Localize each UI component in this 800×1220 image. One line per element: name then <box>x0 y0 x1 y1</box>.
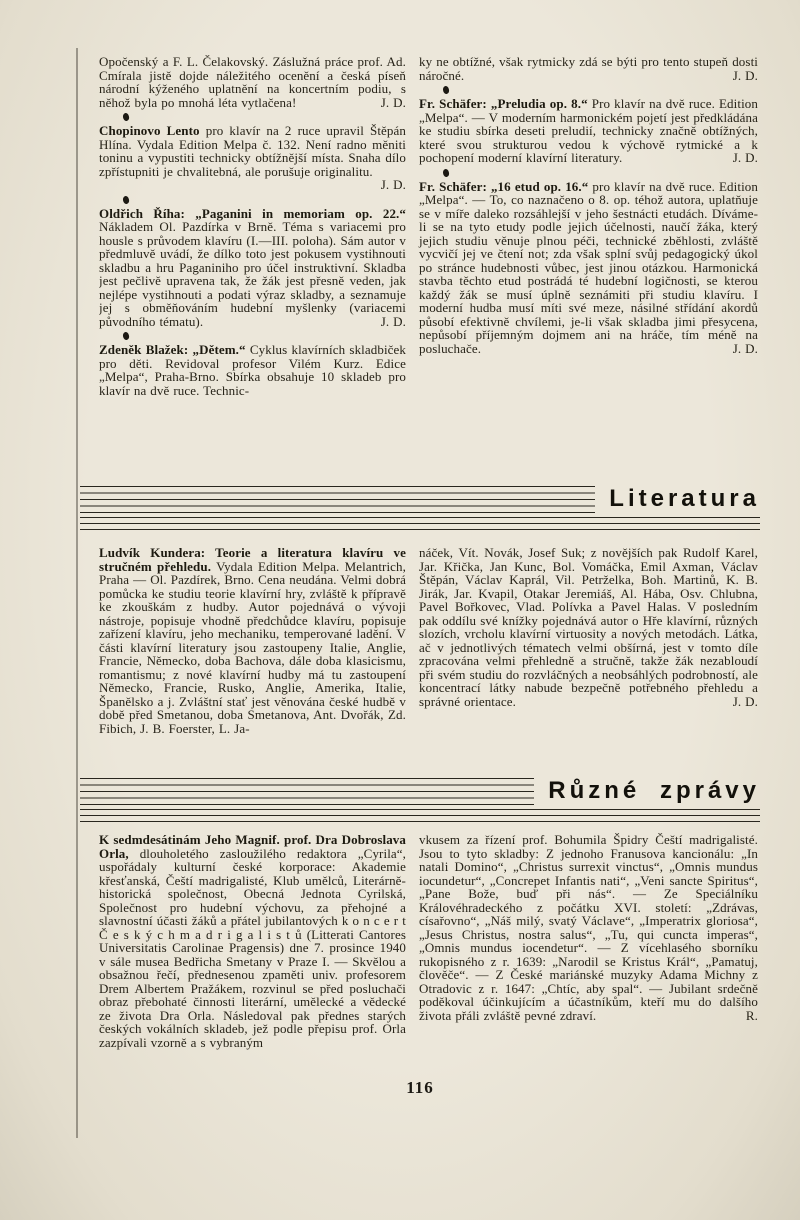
ruzne-zpravy-title: Různé zprávy <box>548 776 760 804</box>
section-literatura <box>99 546 758 772</box>
reviewer-initials: J. D. <box>380 313 406 329</box>
paragraph: Fr. Schäfer: „Preludia op. 8.“ Pro klavír na dvě ruce. Edition „Melpa“. — V moderním harmonickém pojetí jest předkládána ke studiu sbírka deseti preludií, technicky značně obtížných, které svou strukturou vedou k výchově rytmické a k pochopení moderní klavírní literatury. J. D. <box>419 96 758 165</box>
header-underlines <box>80 809 760 822</box>
column-gap <box>406 55 419 481</box>
page-number: 116 <box>406 1078 434 1097</box>
header-underlines <box>80 517 760 530</box>
paragraph-lead: Chopinovo Lento <box>99 123 200 138</box>
paragraph: Zdeněk Blažek: „Dětem.“ Cyklus klavírních skladbiček pro děti. Revidoval profesor Vilém Kurz. Edice „Melpa“, Praha-Brno. Sbírka obsahuje 10 skladeb pro klavír na dvě ruce. Technic- <box>99 342 406 398</box>
paragraph: vkusem za řízení prof. Bohumila Špidry Čeští madrigalisté. Jsou to tyto skladby: Z jednoho Franusova kancionálu: „In natali Domino“, „Christus surrexit vinctus“, „Omnis mundus iocundetur“, „Concrepet Infantis nati“, „Veni sancte Spiritus“, „Pane Bože, buď při nás“. — Ze Speciálníku Královéhradeckého z počátku XVI. století: „Zdrávas, císařovno“, „Náš milý, svatý Václave“, „Imperatrix gloriosa“, „Jesus Christus, nostra salus“, „Tu, qui cuncta imperas“, „Omnis mundus iocendetur“. — Z vícehlasého sborníku rukopisného z r. 1639: „Narodil se Kristus Král“, „Pamatuj, člověče“. — Z České mariánské muzyky Adama Michny z Otradovic z r. 1647: „Chtíc, aby spal“. — Jubilant srdečně poděkoval účinkujícím a účastníkům, kteří mu do dalšího života přáli zvláště pevné zdraví. R. <box>419 833 758 1023</box>
literatura-title: Literatura <box>609 484 760 512</box>
literatura-column-right <box>419 546 758 772</box>
paragraph-lead: Ludvík Kundera: Teorie a literatura klavíru ve stručném přehledu. <box>99 546 406 574</box>
paragraph: Oldřich Říha: „Paganini in memoriam op. 22.“ Nákladem Ol. Pazdírka v Brně. Téma s variacemi pro housle s průvodem klavíru (I.—III. poloha). Sám autor v předmluvě uvádí, že dílko toto jest pokusem vystihnouti skladbu a hru Paganiniho pro účel instruktivní. Skladba jest pečlivě upravena tak, že žák jest přesně veden, jak nejlépe vystihnouti a podati výraz skladby, a seznamuje jej s obměňováním hudební myšlenky (variacemi původního tématu). J. D. <box>99 205 406 329</box>
reviewer-initials: J. D. <box>732 150 758 165</box>
header-rule-lines <box>80 486 595 513</box>
bullet-separator-icon <box>122 112 130 121</box>
bullet-separator-icon <box>442 85 450 94</box>
reviewer-initials: J. D. <box>732 340 758 356</box>
paragraph: ky ne obtížné, však rytmicky zdá se býti pro tento stupeň dosti náročné. J. D. <box>419 55 758 83</box>
section-ruzne-zpravy <box>99 833 758 1077</box>
column-gap <box>406 546 419 772</box>
paragraph-lead: Fr. Schäfer: „Preludia op. 8.“ <box>419 96 588 111</box>
paragraph: K sedmdesátinám Jeho Magnif. prof. Dra Dobroslava Orla, dlouholetého zasloužilého redaktora „Cyrila“, uspořádaly kulturní české korporace: Akademie křesťanská, Čeští madrigalisté, Klub umělců, Literárně-historická společnost, Obecná Jednota Cyrilská, Společnost pro hudební výchovu, za přehojné a slavnostní účasti žáků a přátel jubilantových k o n c e r t Č e s k ý c h m a d r i g a l i s t ů (Litterati Cantores Universitatis Carolinae Pragensis) dne 7. prosince 1940 v sále musea Bedřicha Smetany v Praze I. — Skvělou a obsažnou řečí, přednesenou zpaměti univ. profesorem Drem Albertem Pražákem, rozvinul se před posluchači obraz přebohaté činnosti literární, umělecké a vědecké ze života Dra Orla. Následoval pak přednes starých českých vokálních skladeb, jež podle přepisu prof. Orla zazpívali vzorně a s vybraným <box>99 833 406 1050</box>
reviewer-initials: J. D. <box>380 177 406 192</box>
section-header-ruzne-zpravy <box>80 776 760 827</box>
ruzne-zpravy-column-right <box>419 833 758 1077</box>
paragraph: náček, Vít. Novák, Josef Suk; z novějších pak Rudolf Karel, Jar. Křička, Jan Kunc, Bol. Vomáčka, Emil Axman, Václav Štěpán, Václav Kaprál, Vil. Petrželka, Boh. Martinů, K. B. Jirák, Jar. Kvapil, Otakar Jeremiáš, Al. Hába, Osv. Chlubna, Pavel Bořkovec, Vlad. Polívka a Pavel Halas. V posledním pak oddílu své knížky pojednává autor o Hře klavírní, různých slozích, vrcholu klavírní virtuosity a nových metodách. Látka, ač v jednotlivých tématech velmi obšírná, jest v tomto díle zpracována velmi přehledně a stručně, takže žák nezabloudí při svém studiu do rozvláčných a neobsáhlých podrobností, ale koncentrací látky nabude bezpečně potřebného přehledu a správné orientace. J. D. <box>419 546 758 709</box>
paragraph-lead: Zdeněk Blažek: „Dětem.“ <box>99 342 246 357</box>
reviewer-initials: J. D. <box>732 67 758 83</box>
header-rule-lines <box>80 778 534 805</box>
paragraph-lead: K sedmdesátinám Jeho Magnif. prof. Dra Dobroslava Orla, <box>99 833 406 861</box>
section-header-literatura <box>80 484 760 535</box>
reviews-column-left <box>99 55 406 481</box>
paragraph: Chopinovo Lento pro klavír na 2 ruce upravil Štěpán Hlína. Vydala Edition Melpa č. 132. Není radno měniti toninu a vypustiti technicky obtížnější místa. Snaha dílo zpřístupniti je chvalitebná, ale porušuje originalitu. J. D. <box>99 123 406 192</box>
literatura-column-left <box>99 546 406 772</box>
section-reviews-continued <box>99 55 758 481</box>
reviews-column-right <box>419 55 758 481</box>
paragraph: Opočenský a F. L. Čelakovský. Záslužná práce prof. Ad. Cmírala jistě dojde náležitého ocenění a česká píseň národní kýženého uplatnění na koncertním podiu, s něhož byla po mnohá léta vytlačena! J. D. <box>99 55 406 110</box>
paragraph: Ludvík Kundera: Teorie a literatura klavíru ve stručném přehledu. Vydala Edition Melpa. Melantrich, Praha — Ol. Pazdírek, Brno. Cena neudána. Velmi dobrá pomůcka ke studiu teorie klavírní hry, zvláště k přípravě ke zkouškám z hudby. Autor pojednává o vývoji nástroje, popisuje vhodně předchůdce klavíru, popisuje zařízení klavíru, jeho mechaniku, temperované ladění. V části klavírní literatury jsou zastoupeny Italie, Anglie, Francie, Německo, doba Bachova, dále doba klasicismu, romantismu; z nové klavírní hudby má tu zastoupení Německo, Francie, Rusko, Anglie, Amerika, Italie, Španělsko a j. Zvláštní stať jest věnována české hudbě v době před Smetanou, doba Smetanova, Ant. Dvořák, Zd. Fibich, J. B. Foerster, L. Ja- <box>99 546 406 736</box>
paragraph-lead: Oldřich Říha: „Paganini in memoriam op. 22.“ <box>99 205 406 221</box>
paragraph: Fr. Schäfer: „16 etud op. 16.“ pro klavír na dvě ruce. Edition „Melpa“. — To, co naznačeno o 8. op. téhož autora, uplatňuje se v míře daleko rozsáhlejší v jeho šestnácti etudách. Díváme-li se na tyto etudy podle jejich účelnosti, naučí žáka, který jejich studiu věnuje plnou péči, technické zběhlosti, zvláště vycvičí jej ve čtení not; zda však splní svůj pedagogický úkol po stránce hudebnosti vůbec, jest jinou otázkou. Harmonická stavba těchto etud postrádá té hudební logičnosti, se kterou každý žák se musí úplně seznámiti při studiu klavíru. I moderní hudba musí míti své meze, násilné střídání akordů působí efektivně chvílemi, je-li však skladba jimi přesycena, nepůsobí příjemným dojmem ani na hráče, tím méně na posluchače. J. D. <box>419 178 758 356</box>
bullet-separator-icon <box>442 168 450 177</box>
left-margin-rule <box>76 48 78 1138</box>
reviewer-initials: J. D. <box>380 94 406 110</box>
paragraph-lead: Fr. Schäfer: „16 etud op. 16.“ <box>419 178 589 194</box>
ruzne-zpravy-column-left <box>99 833 406 1077</box>
reviewer-initials: J. D. <box>732 693 758 709</box>
column-gap <box>406 833 419 1077</box>
bullet-separator-icon <box>122 195 130 204</box>
reviewer-initials: R. <box>745 1007 758 1023</box>
bullet-separator-icon <box>122 331 130 340</box>
